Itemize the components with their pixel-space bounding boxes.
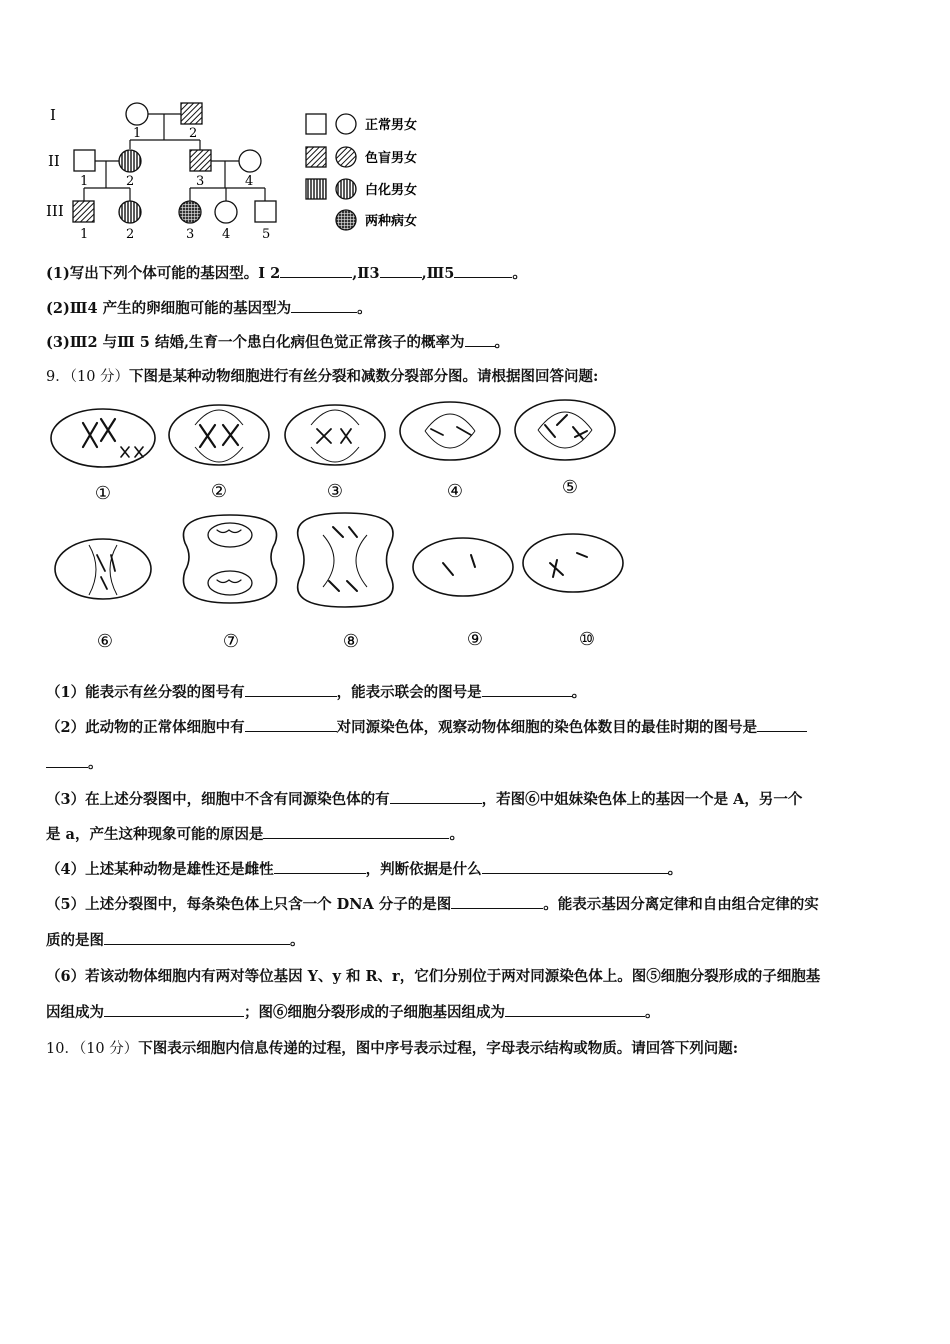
q9-part3: （3）在上述分裂图中，细胞中不含有同源染色体的有 ，若图⑥中姐妹染色体上的基因一个是 A，另一个 bbox=[46, 791, 803, 808]
answer-blank[interactable] bbox=[482, 859, 668, 874]
answer-blank[interactable] bbox=[46, 753, 88, 768]
q8-part1: (1)写出下列个体可能的基因型。Ⅰ 2 ,Ⅱ3 ,Ⅲ5 。 bbox=[46, 265, 527, 282]
q9-part4: （4）上述某种动物是雄性还是雌性 ，判断依据是什么 。 bbox=[46, 861, 683, 878]
ind-number: 2 bbox=[126, 227, 135, 242]
q9-part2-cont: 。 bbox=[46, 752, 103, 773]
legend-label: 两种病女 bbox=[365, 214, 418, 229]
q10-header: 10．（10 分）下图表示细胞内信息传递的过程，图中序号表示过程，字母表示结构或物质。请回答下列问题: bbox=[46, 1040, 739, 1057]
cell-9 bbox=[413, 538, 513, 596]
legend-square-normal bbox=[306, 114, 326, 134]
answer-blank[interactable] bbox=[104, 930, 290, 945]
pedigree-chart bbox=[40, 92, 450, 244]
q9-part2: （2）此动物的正常体细胞中有 对同源染色体，观察动物体细胞的染色体数目的最佳时期的图号是 bbox=[46, 716, 807, 737]
gen2-ind1 bbox=[74, 150, 95, 171]
answer-blank[interactable] bbox=[274, 859, 366, 874]
cell-label: ⑦ bbox=[222, 631, 240, 652]
legend-square-albino bbox=[306, 179, 326, 199]
cell-label: ⑧ bbox=[342, 631, 360, 652]
ind-number: 5 bbox=[262, 227, 271, 242]
answer-blank[interactable] bbox=[451, 894, 543, 909]
gen-label: II bbox=[48, 152, 60, 170]
q9-part6: （6）若该动物体细胞内有两对等位基因 Y、y 和 R、r，它们分别位于两对同源染色体上。图⑤细胞分裂形成的子细胞基 bbox=[46, 968, 821, 985]
gen1-ind2 bbox=[181, 103, 202, 124]
q8-part2: (2)Ⅲ4 产生的卵细胞可能的基因型为 。 bbox=[46, 300, 372, 317]
legend-circle-both bbox=[336, 210, 356, 230]
legend-square-colorblind bbox=[306, 147, 326, 167]
gen2-ind2 bbox=[119, 150, 141, 172]
gen3-ind3 bbox=[179, 201, 201, 223]
answer-blank[interactable] bbox=[390, 789, 482, 804]
ind-number: 1 bbox=[133, 126, 142, 141]
answer-blank[interactable] bbox=[263, 824, 449, 839]
q9-header: 9．（10 分）下图是某种动物细胞进行有丝分裂和减数分裂部分图。请根据图回答问题: bbox=[46, 368, 599, 385]
ind-number: 2 bbox=[189, 126, 198, 141]
legend-label: 正常男女 bbox=[365, 118, 418, 133]
ind-number: 4 bbox=[245, 174, 254, 189]
q9-part3-cont: 是 a，产生这种现象可能的原因是 。 bbox=[46, 826, 464, 843]
cell-label: ⑨ bbox=[466, 629, 484, 650]
ind-number: 3 bbox=[196, 174, 205, 189]
legend-label: 白化男女 bbox=[365, 183, 418, 198]
answer-blank[interactable] bbox=[280, 263, 352, 278]
cell-label: ⑥ bbox=[96, 631, 114, 652]
cell-8 bbox=[298, 513, 393, 607]
gen2-ind4 bbox=[239, 150, 261, 172]
q9-part5: （5）上述分裂图中，每条染色体上只含一个 DNA 分子的是图 。能表示基因分离定律和自由组合定律的实 bbox=[46, 896, 819, 913]
answer-blank[interactable] bbox=[245, 717, 337, 732]
legend-label: 色盲男女 bbox=[365, 151, 418, 166]
gen2-ind3 bbox=[190, 150, 211, 171]
gen-label: III bbox=[46, 202, 64, 220]
gen1-ind1 bbox=[126, 103, 148, 125]
answer-blank[interactable] bbox=[245, 682, 337, 697]
cell-label: ⑩ bbox=[578, 629, 596, 650]
answer-blank[interactable] bbox=[454, 263, 512, 278]
answer-blank[interactable] bbox=[505, 1002, 645, 1017]
cell-label: ③ bbox=[326, 481, 344, 502]
q9-part5-cont: 质的是图 。 bbox=[46, 932, 305, 949]
q8-part3: (3)Ⅲ2 与Ⅲ 5 结婚,生育一个患白化病但色觉正常孩子的概率为 。 bbox=[46, 334, 509, 351]
gen3-ind5 bbox=[255, 201, 276, 222]
gen3-ind2 bbox=[119, 201, 141, 223]
cell-division-figure bbox=[45, 395, 645, 655]
ind-number: 2 bbox=[126, 174, 135, 189]
answer-blank[interactable] bbox=[104, 1002, 244, 1017]
cell-7 bbox=[183, 515, 276, 603]
answer-blank[interactable] bbox=[380, 263, 422, 278]
answer-blank[interactable] bbox=[482, 682, 572, 697]
cell-4 bbox=[400, 402, 500, 460]
ind-number: 3 bbox=[186, 227, 195, 242]
cell-label: ① bbox=[94, 483, 112, 504]
legend-circle-colorblind bbox=[336, 147, 356, 167]
answer-blank[interactable] bbox=[465, 332, 495, 347]
gen-label: I bbox=[50, 106, 56, 124]
ind-number: 1 bbox=[80, 174, 89, 189]
cell-label: ⑤ bbox=[561, 477, 579, 498]
legend-circle-albino bbox=[336, 179, 356, 199]
cell-3 bbox=[285, 405, 385, 465]
legend-circle-normal bbox=[336, 114, 356, 134]
cell-2 bbox=[169, 405, 269, 465]
q9-part1: （1）能表示有丝分裂的图号有 ，能表示联会的图号是 。 bbox=[46, 684, 587, 701]
q9-part6-cont: 因组成为 ；图⑥细胞分裂形成的子细胞基因组成为 。 bbox=[46, 1004, 660, 1021]
cell-5 bbox=[515, 400, 615, 460]
cell-label: ④ bbox=[446, 481, 464, 502]
cell-label: ② bbox=[210, 481, 228, 502]
ind-number: 4 bbox=[222, 227, 231, 242]
answer-blank[interactable] bbox=[757, 717, 807, 732]
gen3-ind1 bbox=[73, 201, 94, 222]
answer-blank[interactable] bbox=[291, 298, 357, 313]
gen3-ind4 bbox=[215, 201, 237, 223]
cell-10 bbox=[523, 534, 623, 592]
ind-number: 1 bbox=[80, 227, 89, 242]
